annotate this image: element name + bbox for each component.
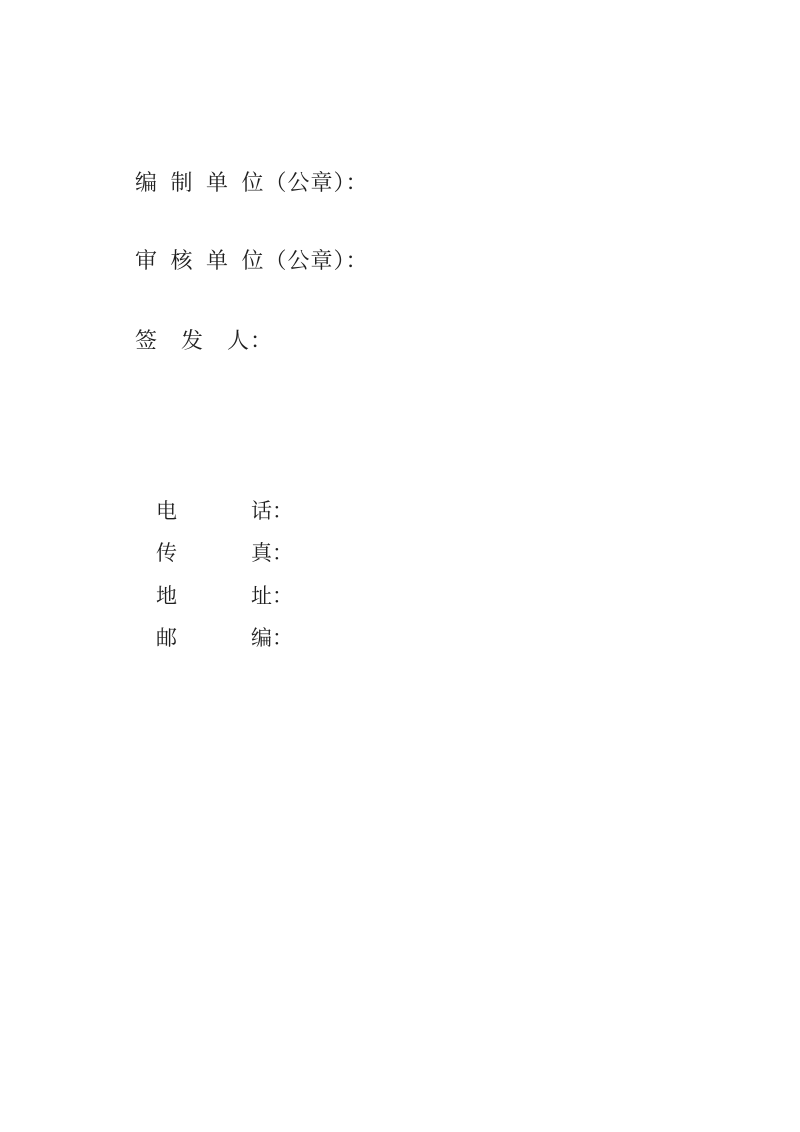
issuer-line: 签 发 人： xyxy=(135,328,274,353)
postcode-row xyxy=(135,607,293,670)
address-label-right: 址： xyxy=(251,584,293,608)
fax-label-right: 真： xyxy=(251,541,293,565)
compiling-unit-seal-line: 编 制 单 位（公章）： xyxy=(135,170,369,195)
phone-label-left: 电 xyxy=(156,499,177,523)
postcode-label-left: 邮 xyxy=(156,626,177,650)
address-label-left: 地 xyxy=(156,584,177,608)
reviewing-unit-seal-line: 审 核 单 位（公章）： xyxy=(135,248,369,273)
postcode-label-right: 编： xyxy=(251,626,293,650)
phone-label-right: 话： xyxy=(251,499,293,523)
fax-label-left: 传 xyxy=(156,541,177,565)
